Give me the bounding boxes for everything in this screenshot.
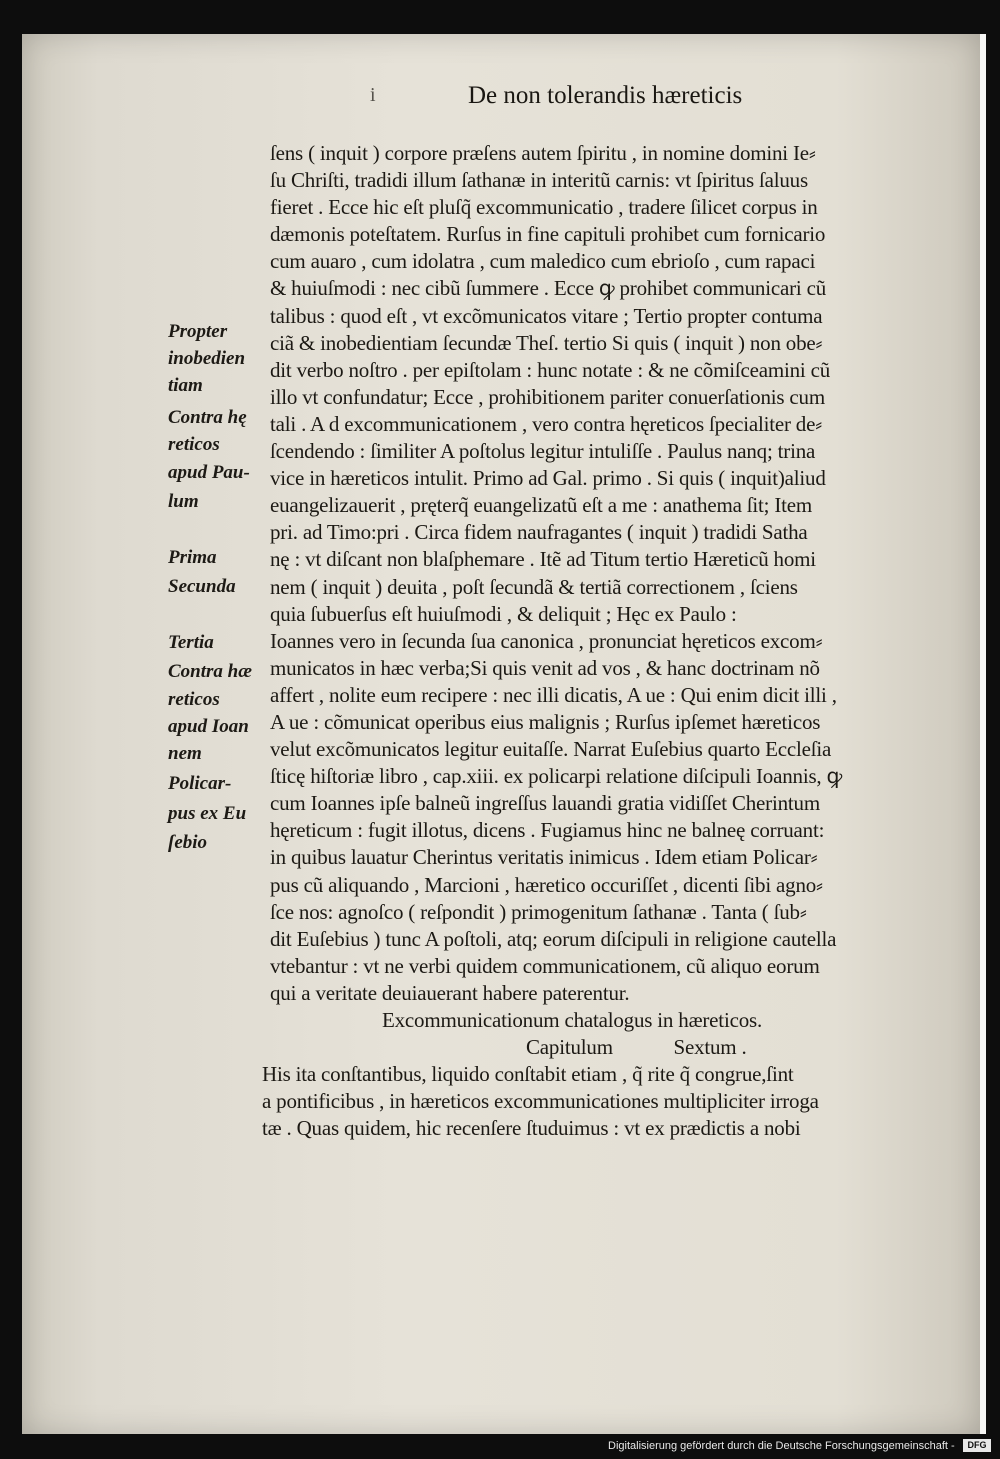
text-line: in quibus lauatur Cherintus veritatis inimicus . Idem etiam Policar⸗ [270,845,818,870]
text-line: hęreticum : fugit illotus, dicens . Fugiamus hinc ne balneę corruant: [270,818,825,843]
margin-note: ſebio [168,832,208,853]
text-line: His ita conſtantibus, liquido conſtabit etiam , q̃ rite q̃ congrue,ſint [262,1062,794,1087]
text-line: ſens ( inquit ) corpore præſens autem ſpiritu , in nomine domini Ie⸗ [270,141,816,165]
text-line: A ue : cõmunicat operibus eius malignis ; Rurſus ipſemet hæreticos [270,709,821,734]
margin-note: reticos [168,434,220,455]
text-line: euangelizauerit , pręterq̃ euangelizatũ eſt a me : anathema ſit; Item [270,493,813,518]
text-line: nę : vt diſcant non blaſphemare . Itẽ ad Titum tertio Hæreticũ homi [270,547,816,572]
running-title: De non tolerandis hæreticis [468,82,743,109]
margin-note: reticos [168,689,220,710]
text-line: dæmonis poteſtatem. Rurſus in fine capituli prohibet cum fornicario [270,222,826,247]
text-line: vice in hæreticos intulit. Primo ad Gal. primo . Si quis ( inquit)aliud [270,466,826,491]
chapter-heading: Capitulum Sextum . [526,1035,747,1060]
text-line: talibus : quod eſt , vt excõmunicatos vitare ; Tertio propter contuma [270,303,823,328]
text-line: ſcendendo : ſimiliter A poſtolus legitur intuliſſe . Paulus nanq; trina [270,439,816,464]
text-line: a pontificibus , in hæreticos excommunicationes multipliciter irroga [262,1089,819,1114]
text-line: vtebantur : vt ne verbi quidem communicationem, cũ aliquo eorum [270,953,820,978]
text-line: tæ . Quas quidem, hic recenſere ſtuduimus : vt ex prædictis a nobi [262,1116,801,1141]
text-line: quia ſubuerſus eſt huiuſmodi , & deliquit ; Hęc ex Paulo : [270,601,737,626]
margin-note: Prima [168,547,217,568]
text-line: illo vt confundatur; Ecce , prohibitionem pariter conuerſationis cum [270,384,825,409]
margin-note: Contra hę [168,407,247,428]
margin-note: pus ex Eu [168,803,247,824]
margin-note: Contra hæ [168,661,252,682]
margin-note: apud Pau‑ [168,462,250,483]
text-line: Ioannes vero in ſecunda ſua canonica , pronunciat hęreticos excom⸗ [270,628,823,653]
text-line: dit Euſebius ) tunc A poſtoli, atq; eorum diſcipuli in religione cautella [270,926,837,951]
margin-note: lum [168,491,199,512]
main-text-block [262,140,970,1142]
text-line: velut excõmunicatos legitur euitaſſe. Narrat Euſebius quarto Eccleſia [270,737,832,762]
page-mark: i [370,84,376,106]
margin-note: nem [168,743,202,764]
text-line: ſce nos: agnoſco ( reſpondit ) primogenitum ſathanæ . Tanta ( ſub⸗ [270,899,807,924]
text-line: tali . A d excommunicationem , vero contra hęreticos ſpecialiter de⸗ [270,411,823,436]
margin-note: Tertia [168,632,214,653]
digitization-footer: Digitalisierung gefördert durch die Deutsche Forschungsgemeinschaft - [608,1440,955,1452]
text-line: & huiuſmodi : nec cibũ ſummere . Ecce ꝙ prohibet communicari cũ [270,276,827,301]
text-line: nem ( inquit ) deuita , poſt ſecundã & tertiã correctionem , ſciens [270,574,798,599]
section-heading: Excommunicationum chatalogus in hæreticos. [382,1008,763,1032]
margin-note: Secunda [168,576,236,597]
text-line: ſticę hiſtoriæ libro , cap.xiii. ex policarpi relatione diſcipuli Ioannis, ꝙ [270,764,843,789]
text-line: dit verbo noſtro . per epiſtolam : hunc notate : & ne cõmiſceamini cũ [270,357,831,382]
text-line: fieret . Ecce hic eſt pluſq̃ excommunicatio , tradere ſilicet corpus in [270,195,818,220]
margin-note: Propter [168,321,228,342]
text-line: affert , nolite eum recipere : nec illi dicatis, A ue : Qui enim dicit illi , [270,682,837,707]
text-line: cum auaro , cum idolatra , cum maledico cum ebrioſo , cum rapaci [270,249,816,274]
text-line: pri. ad Timo:pri . Circa fidem naufragantes ( inquit ) tradidi Satha [270,520,808,545]
text-line: qui a veritate deuiauerant habere paterentur. [270,980,630,1005]
text-line: municatos in hæc verba;Si quis venit ad vos , & hanc doctrinam nõ [270,655,820,680]
text-line: pus cũ aliquando , Marcioni , hæretico occuriſſet , dicenti ſibi agno⸗ [270,872,823,897]
text-line: cum Ioannes ipſe balneũ ingreſſus lauandi gratia vidiſſet Cherintum [270,791,820,816]
text-line: ſu Chriſti, tradidi illum ſathanæ in interitũ carnis: vt ſpiritus ſaluus [270,168,808,193]
text-line: ciã & inobedientiam ſecundæ Theſ. tertio Si quis ( inquit ) non obe⸗ [270,330,823,355]
margin-note: inobedien [168,348,246,369]
page-edge [980,34,986,1434]
margin-note: Policar‑ [168,773,232,794]
dfg-logo-icon: DFG [963,1439,991,1452]
margin-note: apud Ioan [168,716,249,737]
margin-note: tiam [168,375,203,396]
